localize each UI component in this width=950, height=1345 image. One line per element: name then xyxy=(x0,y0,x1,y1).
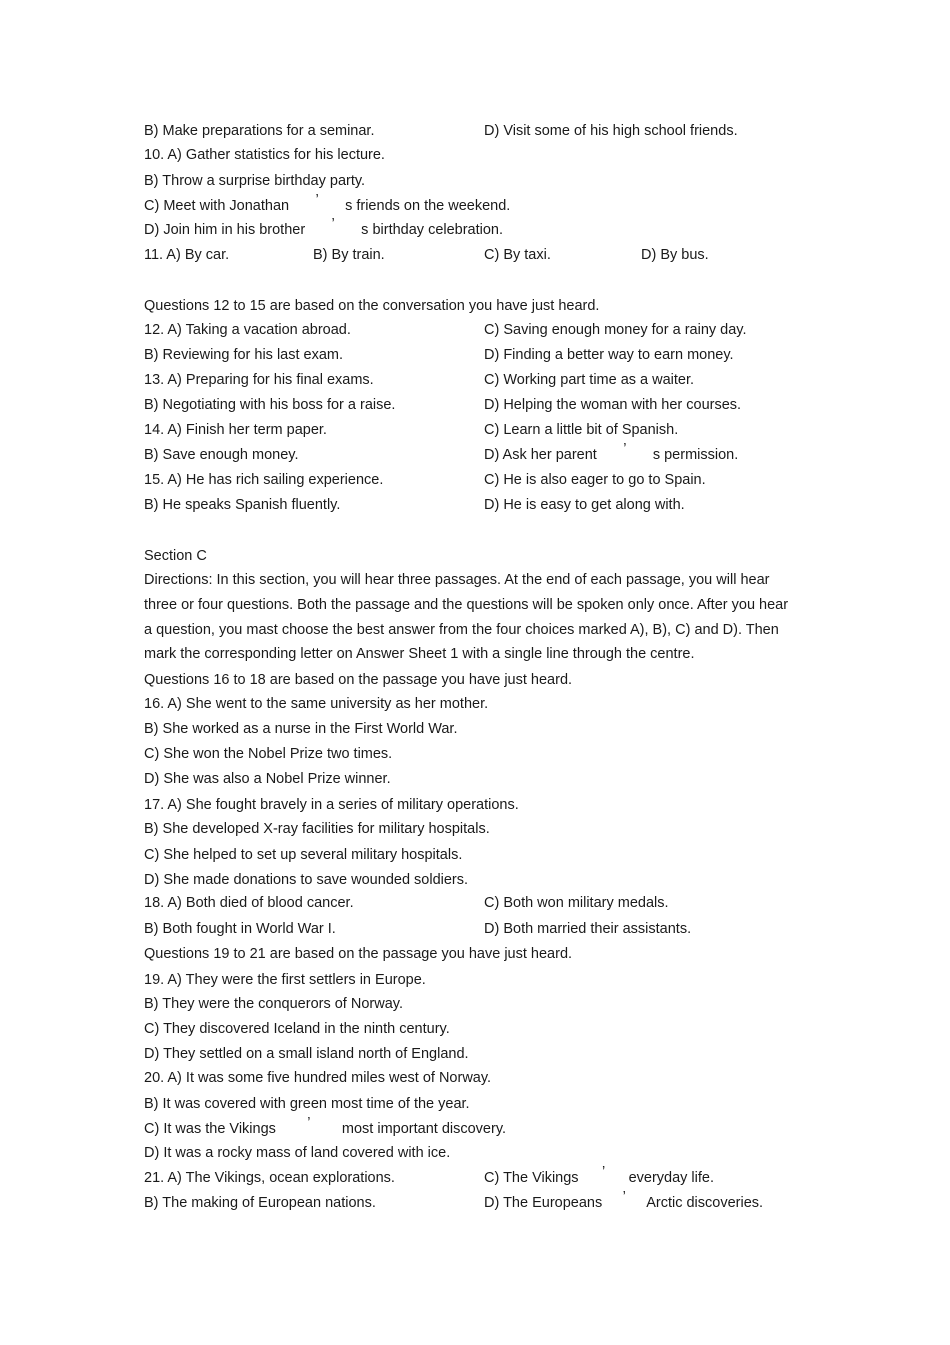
q10-option-d: D) Join him in his brother ’ s birthday celebration. xyxy=(144,216,504,238)
q11-option-d: D) By bus. xyxy=(641,247,709,263)
q12-option-d: D) Finding a better way to earn money. xyxy=(484,347,734,363)
q11-option-a: 11. A) By car. xyxy=(144,247,230,263)
q14-option-d: D) Ask her parent ’ s permission. xyxy=(484,441,739,463)
q19-option-b: B) They were the conquerors of Norway. xyxy=(144,996,403,1012)
q19-option-c: C) They discovered Iceland in the ninth century. xyxy=(144,1021,450,1037)
q11-option-b: B) By train. xyxy=(313,247,385,263)
q16-option-c: C) She won the Nobel Prize two times. xyxy=(144,746,393,762)
q15-option-d: D) He is easy to get along with. xyxy=(484,497,685,513)
q21-option-a: 21. A) The Vikings, ocean explorations. xyxy=(144,1170,395,1186)
q11-option-c: C) By taxi. xyxy=(484,247,551,263)
q19-option-a: 19. A) They were the first settlers in Europe. xyxy=(144,972,426,988)
header-questions-19-21: Questions 19 to 21 are based on the passage you have just heard. xyxy=(144,946,573,962)
q15-option-b: B) He speaks Spanish fluently. xyxy=(144,497,341,513)
q9-option-b: B) Make preparations for a seminar. xyxy=(144,123,375,139)
header-questions-16-18: Questions 16 to 18 are based on the passage you have just heard. xyxy=(144,672,573,688)
q13-option-d: D) Helping the woman with her courses. xyxy=(484,397,742,413)
q10-option-b: B) Throw a surprise birthday party. xyxy=(144,173,366,189)
q17-option-a: 17. A) She fought bravely in a series of military operations. xyxy=(144,797,519,813)
q9-option-d: D) Visit some of his high school friends. xyxy=(484,123,738,139)
directions-line-1: Directions: In this section, you will hear three passages. At the end of each passage, you will hear xyxy=(144,572,770,588)
q10-option-c: C) Meet with Jonathan ’ s friends on the weekend. xyxy=(144,192,511,214)
q12-option-b: B) Reviewing for his last exam. xyxy=(144,347,344,363)
directions-line-3: a question, you mast choose the best answer from the four choices marked A), B), C) and D). Then xyxy=(144,622,779,638)
q16-option-d: D) She was also a Nobel Prize winner. xyxy=(144,771,391,787)
header-questions-12-15: Questions 12 to 15 are based on the conversation you have just heard. xyxy=(144,298,600,314)
directions-line-2: three or four questions. Both the passage and the questions will be spoken only once. After you hear xyxy=(144,597,789,613)
q20-option-a: 20. A) It was some five hundred miles west of Norway. xyxy=(144,1070,492,1086)
q13-option-c: C) Working part time as a waiter. xyxy=(484,372,695,388)
q15-option-c: C) He is also eager to go to Spain. xyxy=(484,472,706,488)
q21-option-d: D) The Europeans ’ Arctic discoveries. xyxy=(484,1189,764,1211)
q12-option-a: 12. A) Taking a vacation abroad. xyxy=(144,322,351,338)
q18-option-b: B) Both fought in World War I. xyxy=(144,921,336,937)
q14-option-a: 14. A) Finish her term paper. xyxy=(144,422,327,438)
q16-option-b: B) She worked as a nurse in the First World War. xyxy=(144,721,458,737)
q18-option-c: C) Both won military medals. xyxy=(484,895,669,911)
q17-option-d: D) She made donations to save wounded soldiers. xyxy=(144,872,469,888)
q18-option-d: D) Both married their assistants. xyxy=(484,921,692,937)
section-c-title: Section C xyxy=(144,548,207,564)
q13-option-b: B) Negotiating with his boss for a raise. xyxy=(144,397,396,413)
q10-option-a: 10. A) Gather statistics for his lecture. xyxy=(144,147,385,163)
q20-option-c: C) It was the Vikings ’ most important discovery. xyxy=(144,1115,507,1137)
q17-option-b: B) She developed X-ray facilities for military hospitals. xyxy=(144,821,490,837)
q21-option-c: C) The Vikings ’ everyday life. xyxy=(484,1164,714,1186)
q15-option-a: 15. A) He has rich sailing experience. xyxy=(144,472,384,488)
q21-option-b: B) The making of European nations. xyxy=(144,1195,376,1211)
q20-option-d: D) It was a rocky mass of land covered with ice. xyxy=(144,1145,451,1161)
q14-option-b: B) Save enough money. xyxy=(144,447,299,463)
q17-option-c: C) She helped to set up several military hospitals. xyxy=(144,847,463,863)
q13-option-a: 13. A) Preparing for his final exams. xyxy=(144,372,374,388)
q16-option-a: 16. A) She went to the same university as her mother. xyxy=(144,696,489,712)
q20-option-b: B) It was covered with green most time of the year. xyxy=(144,1096,470,1112)
q12-option-c: C) Saving enough money for a rainy day. xyxy=(484,322,747,338)
q19-option-d: D) They settled on a small island north of England. xyxy=(144,1046,469,1062)
directions-line-4: mark the corresponding letter on Answer Sheet 1 with a single line through the centre. xyxy=(144,646,695,662)
q18-option-a: 18. A) Both died of blood cancer. xyxy=(144,895,354,911)
q14-option-c: C) Learn a little bit of Spanish. xyxy=(484,422,679,438)
